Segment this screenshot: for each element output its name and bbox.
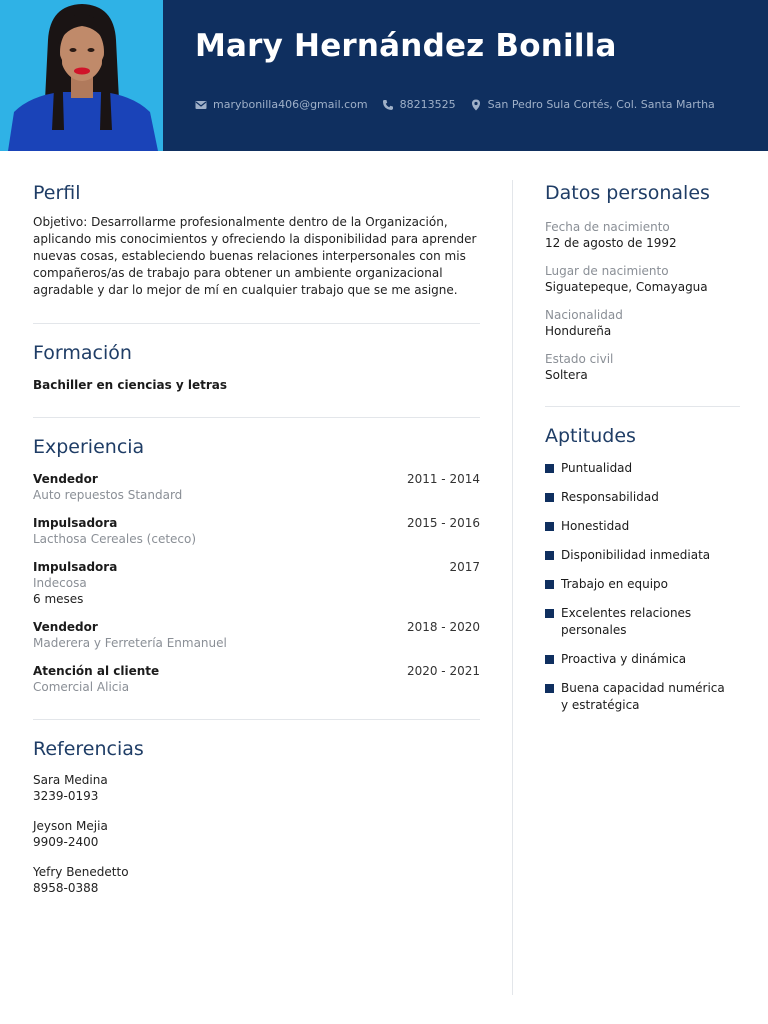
reference-entry	[33, 818, 480, 850]
experience-entry	[33, 472, 480, 502]
envelope-icon	[195, 99, 207, 111]
aptitude-text: Puntualidad	[561, 461, 633, 475]
reference-phone: 9909-2400	[33, 835, 99, 849]
aptitude-item	[545, 651, 740, 668]
email-text: marybonilla406@gmail.com	[213, 98, 368, 111]
experience-role: Impulsadora	[33, 516, 118, 530]
aptitude-text: Buena capacidad numérica y estratégica	[561, 681, 725, 712]
square-bullet-icon	[545, 580, 554, 589]
experience-entry	[33, 620, 480, 650]
section-aptitudes	[545, 425, 740, 714]
reference-phone: 3239-0193	[33, 789, 99, 803]
contact-info	[195, 98, 715, 111]
experiencia-heading: Experiencia	[33, 436, 145, 458]
experience-company: Maderera y Ferretería Enmanuel	[33, 636, 227, 650]
right-column	[545, 178, 740, 714]
reference-name: Sara Medina	[33, 773, 108, 787]
section-divider	[33, 323, 480, 324]
aptitude-item	[545, 518, 740, 535]
section-formacion	[33, 342, 480, 392]
aptitude-text: Proactiva y dinámica	[561, 652, 687, 666]
experience-company: Auto repuestos Standard	[33, 488, 183, 502]
experience-role: Atención al cliente	[33, 664, 160, 678]
formacion-heading: Formación	[33, 342, 132, 364]
datos-heading: Datos personales	[545, 182, 710, 204]
aptitude-item	[545, 680, 740, 714]
experience-years: 2017	[449, 560, 480, 574]
datos-item	[545, 264, 740, 294]
square-bullet-icon	[545, 684, 554, 693]
perfil-heading: Perfil	[33, 182, 81, 204]
contact-address	[470, 98, 715, 111]
reference-entry	[33, 772, 480, 804]
aptitude-item	[545, 605, 740, 639]
reference-phone: 8958-0388	[33, 881, 99, 895]
aptitude-text: Excelentes relaciones personales	[561, 606, 692, 637]
section-divider	[545, 406, 740, 407]
experience-duration: 6 meses	[33, 592, 84, 606]
aptitude-text: Trabajo en equipo	[561, 577, 669, 591]
datos-label: Fecha de nacimiento	[545, 220, 670, 234]
experience-years: 2015 - 2016	[406, 516, 480, 530]
datos-item	[545, 352, 740, 382]
experience-role: Vendedor	[33, 472, 98, 486]
reference-entry	[33, 864, 480, 896]
left-column	[33, 178, 480, 896]
experience-company: Comercial Alicia	[33, 680, 130, 694]
perfil-text: Objetivo: Desarrollarme profesionalmente dentro de la Organización, aplicando mis conocimientos y ofreciendo la disponibilidad para aprender nuevas cosas, estableciendo buenas relaciones interpersonales con mis compañeros/as de trabajo para obtener un ambiente organizacional agradable y dar lo mejor de mí en cualquier trabajo que se me asigne.	[33, 215, 477, 297]
experience-role: Vendedor	[33, 620, 98, 634]
datos-label: Nacionalidad	[545, 308, 623, 322]
experience-company: Lacthosa Cereales (ceteco)	[33, 532, 197, 546]
square-bullet-icon	[545, 464, 554, 473]
aptitude-text: Disponibilidad inmediata	[561, 548, 711, 562]
section-datos-personales	[545, 182, 740, 382]
experience-entry	[33, 664, 480, 694]
formacion-item: Bachiller en ciencias y letras	[33, 378, 228, 392]
aptitude-item	[545, 460, 740, 477]
aptitudes-heading: Aptitudes	[545, 425, 636, 447]
map-pin-icon	[470, 99, 482, 111]
reference-name: Yefry Benedetto	[33, 865, 129, 879]
square-bullet-icon	[545, 655, 554, 664]
aptitude-item	[545, 576, 740, 593]
aptitude-text: Honestidad	[561, 519, 630, 533]
experience-entry	[33, 516, 480, 546]
datos-label: Lugar de nacimiento	[545, 264, 669, 278]
section-perfil	[33, 182, 480, 299]
section-divider	[33, 719, 480, 720]
experience-entry	[33, 560, 480, 606]
phone-text: 88213525	[399, 98, 456, 111]
experience-company: Indecosa	[33, 576, 87, 590]
datos-item	[545, 220, 740, 250]
datos-label: Estado civil	[545, 352, 614, 366]
aptitude-item	[545, 547, 740, 564]
address-text: San Pedro Sula Cortés, Col. Santa Martha	[487, 98, 715, 111]
contact-phone[interactable]	[382, 98, 456, 111]
square-bullet-icon	[545, 551, 554, 560]
candidate-name: Mary Hernández Bonilla	[195, 28, 617, 64]
datos-value: Hondureña	[545, 324, 612, 338]
section-divider	[33, 417, 480, 418]
column-divider	[512, 180, 513, 995]
datos-value: Siguatepeque, Comayagua	[545, 280, 708, 294]
datos-item	[545, 308, 740, 338]
aptitude-item	[545, 489, 740, 506]
datos-value: Soltera	[545, 368, 588, 382]
section-experiencia	[33, 436, 480, 694]
resume-header	[0, 0, 768, 151]
referencias-heading: Referencias	[33, 738, 144, 760]
experience-years: 2020 - 2021	[406, 664, 480, 678]
contact-email[interactable]	[195, 98, 368, 111]
section-referencias	[33, 738, 480, 896]
square-bullet-icon	[545, 522, 554, 531]
experience-years: 2018 - 2020	[406, 620, 480, 634]
profile-photo	[0, 0, 163, 151]
square-bullet-icon	[545, 493, 554, 502]
datos-value: 12 de agosto de 1992	[545, 236, 677, 250]
phone-icon	[382, 99, 394, 111]
aptitude-text: Responsabilidad	[561, 490, 659, 504]
square-bullet-icon	[545, 609, 554, 618]
experience-years: 2011 - 2014	[406, 472, 480, 486]
experience-role: Impulsadora	[33, 560, 118, 574]
reference-name: Jeyson Mejia	[33, 819, 108, 833]
